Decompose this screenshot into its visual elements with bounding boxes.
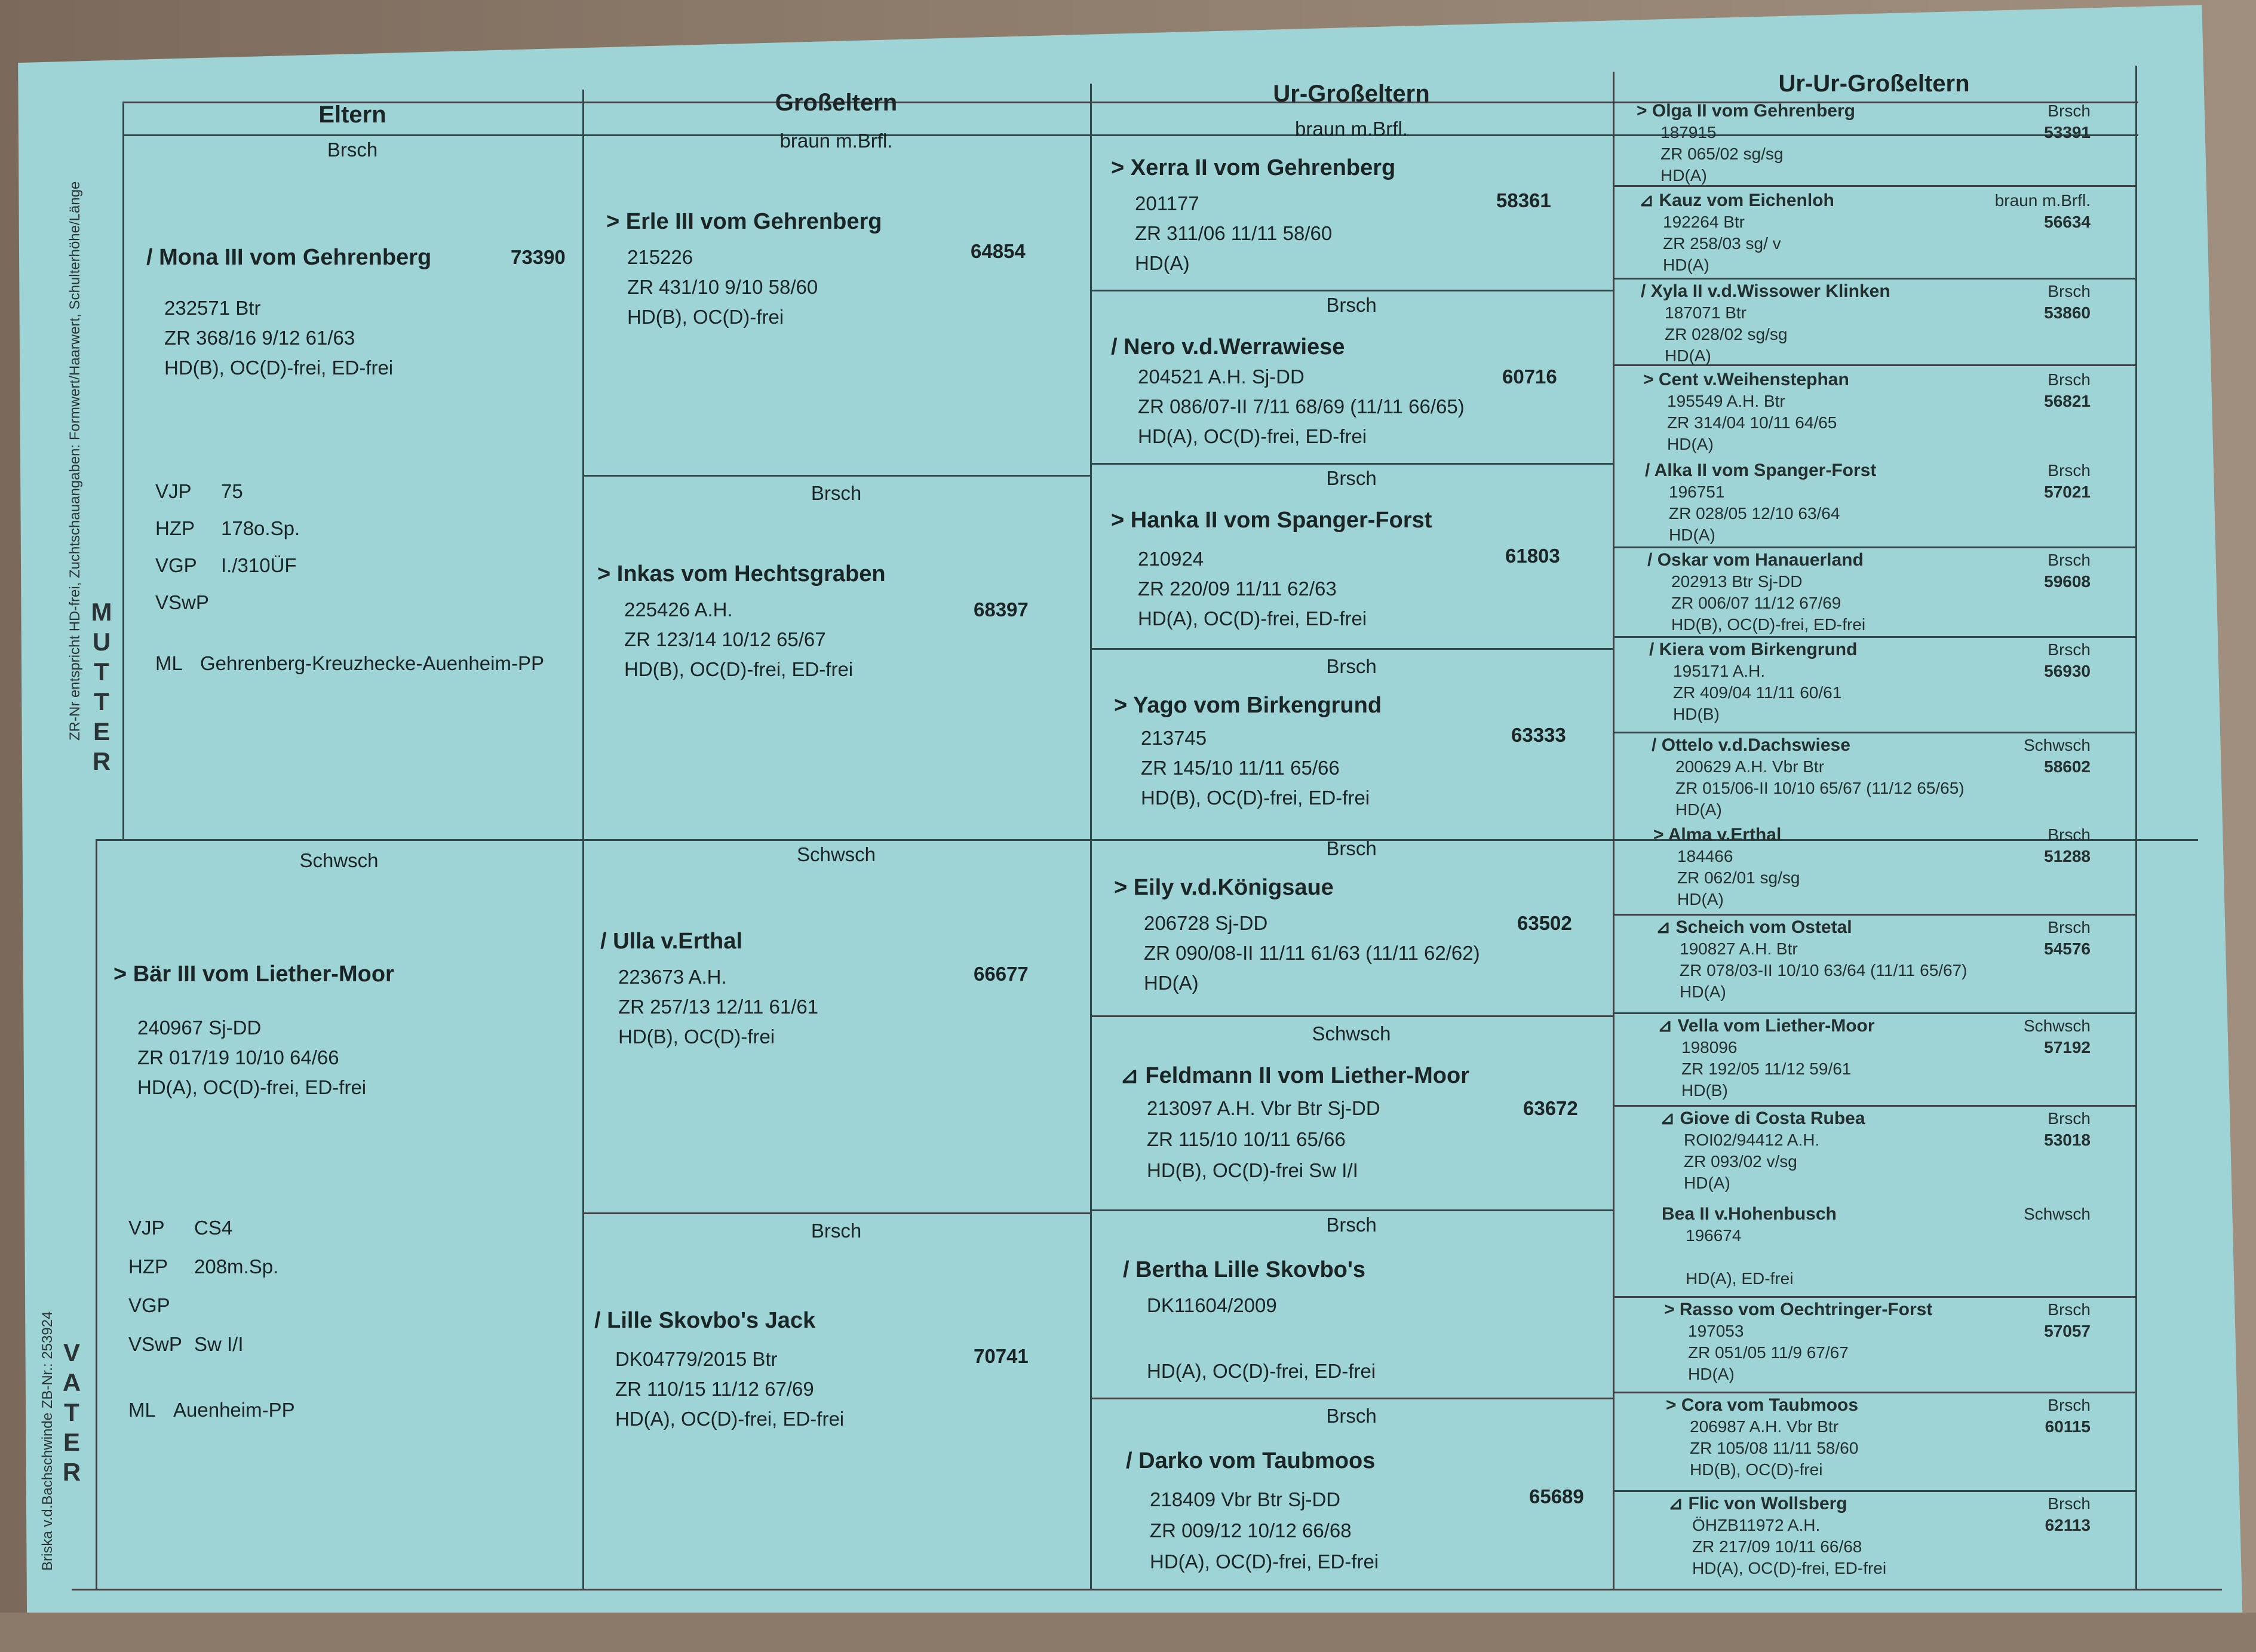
perf-value: 208m.Sp.	[194, 1255, 279, 1278]
reg-number: 65689	[1529, 1485, 1584, 1507]
color: Brsch	[2048, 461, 2091, 480]
great-great-grandparent-16	[1656, 1493, 2132, 1583]
color: Schwsch	[2023, 1017, 2091, 1035]
color: Brsch	[2048, 825, 2091, 844]
name: Xerra II vom Gehrenberg	[1130, 155, 1396, 180]
line: HD(A), OC(D)-frei, ED-frei	[1147, 1360, 1376, 1382]
color: Brsch	[2048, 1109, 2091, 1128]
name: Olga II vom Gehrenberg	[1652, 101, 1855, 121]
reg-number: 51288	[2044, 847, 2091, 865]
line: ZR 431/10 9/10 58/60	[627, 276, 818, 298]
color: Brsch	[2048, 1300, 2091, 1319]
name: Eily v.d.Königsaue	[1133, 875, 1334, 900]
perf-label: VSwP	[128, 1333, 182, 1355]
great-grandparent-3	[1090, 463, 1613, 648]
color: Brsch	[1326, 1214, 1377, 1236]
grandparent-3	[582, 839, 1090, 1212]
mark: >	[1653, 825, 1664, 845]
reg-number: 66677	[974, 963, 1029, 985]
name: Lille Skovbo's Jack	[607, 1308, 816, 1333]
great-great-grandparent-6	[1635, 549, 2132, 639]
color: Brsch	[1326, 837, 1377, 859]
reg-number: 58361	[1496, 189, 1551, 211]
grid-ggp-line-5	[1090, 1015, 1613, 1017]
color: Brsch	[811, 482, 862, 504]
perf-value: I./310ÜF	[221, 554, 297, 576]
line: ZR 110/15 11/12 67/69	[615, 1378, 814, 1400]
name: Cent v.Weihenstephan	[1658, 370, 1849, 389]
color: Brsch	[1326, 294, 1377, 316]
reg-number: 57057	[2044, 1322, 2091, 1340]
line: ÖHZB11972 A.H.	[1692, 1516, 1821, 1534]
line: ZR 062/01 sg/sg	[1677, 868, 1800, 887]
line: 213097 A.H. Vbr Btr Sj-DD	[1147, 1097, 1380, 1119]
line: ZR 078/03-II 10/10 63/64 (11/11 65/67)	[1680, 961, 1968, 979]
color: Brsch	[2048, 102, 2091, 120]
mark: >	[1114, 693, 1128, 718]
great-grandparent-6	[1090, 1018, 1613, 1209]
line: 187071 Btr	[1665, 303, 1747, 322]
line: 223673 A.H.	[618, 966, 727, 988]
reg-number: 53860	[2044, 303, 2091, 322]
great-great-grandparent-10	[1644, 917, 2132, 1006]
line: HD(B), OC(D)-frei	[627, 306, 784, 328]
line: ZR 258/03 sg/ v	[1663, 234, 1781, 253]
reg-number: 68397	[974, 598, 1029, 621]
great-grandparent-2	[1090, 290, 1613, 463]
line: 206728 Sj-DD	[1144, 912, 1268, 934]
line: 184466	[1677, 847, 1733, 865]
line: 195171 A.H.	[1673, 662, 1766, 680]
mark: ⊿	[1668, 1494, 1684, 1513]
line: HD(A)	[1667, 435, 1714, 453]
line: 232571 Btr	[164, 297, 261, 319]
reg-number: 64854	[971, 240, 1026, 262]
mark: /	[1111, 334, 1118, 360]
mark: >	[597, 561, 611, 587]
side-note-top: ZR-Nr entspricht HD-frei, Zuchtschauangaben: Formwert/Haarwert, Schulterhöhe/Länge	[67, 181, 83, 741]
mark: >	[1643, 370, 1654, 389]
line: HD(B), OC(D)-frei, ED-frei	[164, 357, 394, 379]
name: Kauz vom Eichenloh	[1659, 191, 1834, 210]
line: HD(A), OC(D)-frei, ED-frei	[1150, 1550, 1379, 1573]
father-label: VATER	[62, 1338, 81, 1486]
mark: >	[1111, 155, 1125, 180]
color: Schwsch	[299, 849, 379, 871]
mark: >	[1114, 875, 1128, 900]
line: ZR 123/14 10/12 65/67	[624, 628, 826, 650]
great-great-grandparent-9	[1641, 824, 2132, 914]
mark: /	[1641, 281, 1646, 301]
mark: /	[600, 929, 607, 954]
ml-value: Auenheim-PP	[173, 1399, 295, 1421]
line: 213745	[1141, 727, 1207, 749]
line: HD(A), OC(D)-frei, ED-frei	[1692, 1559, 1887, 1577]
line: ZR 311/06 11/11 58/60	[1135, 222, 1333, 244]
name: Ottelo v.d.Dachswiese	[1661, 735, 1850, 755]
line: 192264 Btr	[1663, 213, 1745, 231]
line: ZR 105/08 11/11 58/60	[1690, 1439, 1859, 1457]
line: ZR 009/12 10/12 66/68	[1150, 1519, 1352, 1542]
grid-right-line	[2135, 66, 2137, 1589]
color: Brsch	[2048, 1396, 2091, 1414]
line: ZR 051/05 11/9 67/67	[1688, 1343, 1849, 1362]
color: Brsch	[2048, 918, 2091, 936]
line: 202913 Btr Sj-DD	[1671, 572, 1803, 591]
mark: /	[1123, 1257, 1129, 1282]
line: HD(A)	[1677, 890, 1724, 908]
color: Brsch	[811, 1220, 862, 1242]
grid-gggp-line-10	[1613, 1012, 2135, 1014]
line: ZR 257/13 12/11 61/61	[618, 996, 819, 1018]
reg-number: 53018	[2044, 1131, 2091, 1149]
great-great-grandparent-4	[1631, 369, 2132, 459]
mark: /	[1126, 1448, 1132, 1473]
reg-number: 60716	[1502, 366, 1557, 388]
mother-label: MUTTER	[91, 598, 112, 775]
line: 206987 A.H. Vbr Btr	[1690, 1417, 1839, 1436]
color: Brsch	[2048, 282, 2091, 300]
line: ZR 368/16 9/12 61/63	[164, 327, 355, 349]
perf-label: VJP	[155, 480, 192, 502]
line: HD(A)	[1684, 1174, 1730, 1192]
name: Mona III vom Gehrenberg	[159, 245, 432, 270]
grid-gggp-line-15	[1613, 1490, 2135, 1492]
header-grandparents: Großeltern	[775, 90, 898, 116]
ml-label: ML	[155, 652, 183, 674]
color: Brsch	[1326, 655, 1377, 677]
great-great-grandparent-8	[1640, 735, 2132, 824]
line: HD(B), OC(D)-frei, ED-frei	[1671, 615, 1866, 634]
mark: >	[113, 962, 127, 987]
line: HD(B), OC(D)-frei, ED-frei	[1141, 787, 1370, 809]
name: Darko vom Taubmoos	[1138, 1448, 1376, 1473]
line: 204521 A.H. Sj-DD	[1138, 366, 1305, 388]
name: Kiera vom Birkengrund	[1659, 640, 1858, 659]
mark: ⊿	[1656, 917, 1671, 937]
mark: /	[1649, 640, 1655, 659]
perf-label: VGP	[128, 1294, 170, 1316]
line: 215226	[627, 246, 693, 268]
grid-bottom-line	[72, 1589, 2222, 1590]
mark: >	[606, 209, 620, 234]
line: ZR 093/02 v/sg	[1684, 1152, 1797, 1171]
reg-number: 53391	[2044, 123, 2091, 142]
line: 225426 A.H.	[624, 598, 733, 621]
color: braun m.Brfl.	[1295, 118, 1408, 140]
perf-label: HZP	[155, 517, 195, 539]
great-grandparent-8	[1090, 1401, 1613, 1589]
line: HD(A)	[1669, 526, 1715, 544]
line: HD(A)	[1665, 346, 1711, 365]
ml-value: Gehrenberg-Kreuzhecke-Auenheim-PP	[200, 652, 544, 674]
name: Inkas vom Hechtsgraben	[616, 561, 886, 587]
reg-number: 62113	[2045, 1516, 2091, 1534]
line: HD(A), OC(D)-frei, ED-frei	[1138, 607, 1367, 630]
mark: ⊿	[1660, 1109, 1675, 1128]
mark: >	[1664, 1300, 1675, 1319]
mark: /	[1652, 735, 1657, 755]
reg-number: 63672	[1523, 1097, 1578, 1119]
line: 195549 A.H. Btr	[1667, 392, 1785, 410]
parent-mother	[122, 134, 582, 839]
name: Alka II vom Spanger-Forst	[1654, 460, 1877, 480]
grid-gggp-line-11	[1613, 1105, 2135, 1107]
color: Brsch	[2048, 640, 2091, 659]
line: HD(A), OC(D)-frei, ED-frei	[137, 1076, 367, 1098]
grandparent-1	[582, 125, 1090, 475]
mark: /	[594, 1308, 601, 1333]
great-great-grandparent-14	[1652, 1299, 2132, 1389]
great-great-grandparent-7	[1637, 639, 2132, 729]
line: 196751	[1669, 483, 1725, 501]
name: Bea II v.Hohenbusch	[1662, 1204, 1837, 1224]
name: Rasso vom Oechtringer-Forst	[1679, 1300, 1933, 1319]
reg-number: 57021	[2044, 483, 2091, 501]
great-great-grandparent-5	[1633, 460, 2132, 549]
name: Bertha Lille Skovbo's	[1135, 1257, 1366, 1282]
color: Brsch	[327, 139, 378, 161]
great-grandparent-7	[1090, 1209, 1613, 1398]
parent-father	[96, 839, 582, 1589]
mark: /	[146, 245, 153, 270]
perf-label: VSwP	[155, 591, 209, 613]
line: HD(B), OC(D)-frei	[618, 1025, 775, 1048]
grid-gggp-line-13	[1613, 1296, 2135, 1298]
grid-col3-line	[1613, 72, 1615, 1589]
header-parents: Eltern	[318, 102, 386, 128]
name: Cora vom Taubmoos	[1681, 1395, 1859, 1415]
grandparent-4	[582, 1212, 1090, 1589]
ml-label: ML	[128, 1399, 156, 1421]
mark: ⊿	[1658, 1016, 1673, 1036]
line: ZR 192/05 11/12 59/61	[1681, 1060, 1852, 1078]
line: 198096	[1681, 1038, 1738, 1057]
perf-label: HZP	[128, 1255, 168, 1278]
line: HD(B)	[1673, 705, 1720, 723]
grid-gggp-line-14	[1613, 1392, 2135, 1393]
perf-value: 75	[221, 480, 243, 502]
great-great-grandparent-2	[1627, 190, 2132, 280]
name: Feldmann II vom Liether-Moor	[1145, 1063, 1470, 1088]
grid-ggp-line-7	[1090, 1398, 1613, 1399]
grid-gggp-line-7	[1613, 732, 2135, 733]
line: ZR 409/04 11/11 60/61	[1673, 683, 1842, 702]
great-great-grandparent-11	[1646, 1015, 2132, 1105]
line: ZR 145/10 11/11 65/66	[1141, 757, 1340, 779]
mark: >	[1111, 508, 1125, 533]
line: 218409 Vbr Btr Sj-DD	[1150, 1488, 1341, 1510]
name: Giove di Costa Rubea	[1680, 1109, 1865, 1128]
reg-number: 56821	[2044, 392, 2091, 410]
header-great-great-grandparents: Ur-Ur-Großeltern	[1778, 70, 1970, 97]
line: HD(B), OC(D)-frei, ED-frei	[624, 658, 854, 680]
line: 197053	[1688, 1322, 1744, 1340]
perf-value: 178o.Sp.	[221, 517, 300, 539]
color: Schwsch	[2023, 736, 2091, 754]
great-great-grandparent-13	[1650, 1203, 2132, 1293]
line: HD(A)	[1660, 166, 1707, 185]
name: Vella vom Liether-Moor	[1677, 1016, 1875, 1036]
great-great-grandparent-15	[1654, 1395, 2132, 1484]
name: Oskar vom Hanauerland	[1657, 550, 1864, 570]
side-note-bottom: Briska v.d.Bachschwinde ZB-Nr.: 253924	[39, 1311, 56, 1571]
line: HD(B)	[1681, 1081, 1728, 1100]
mark: >	[1637, 101, 1647, 121]
reg-number: 63333	[1511, 724, 1566, 746]
mark: ⊿	[1639, 191, 1655, 210]
line: 240967 Sj-DD	[137, 1017, 262, 1039]
great-great-grandparent-12	[1648, 1108, 2132, 1197]
color: Brsch	[2048, 551, 2091, 569]
reg-number: 54576	[2044, 939, 2091, 958]
line: 210924	[1138, 548, 1204, 570]
line: ZR 028/02 sg/sg	[1665, 325, 1788, 343]
line: HD(B), OC(D)-frei	[1690, 1460, 1823, 1479]
line: 196674	[1686, 1226, 1742, 1245]
line: 187915	[1660, 123, 1717, 142]
line: HD(A)	[1680, 982, 1726, 1001]
reg-number: 57192	[2044, 1038, 2091, 1057]
name: Ulla v.Erthal	[613, 929, 742, 954]
name: Erle III vom Gehrenberg	[625, 209, 882, 234]
line: HD(A)	[1663, 256, 1709, 274]
name: Bär III vom Liether-Moor	[133, 962, 394, 987]
color: Schwsch	[1312, 1022, 1391, 1045]
color: Schwsch	[796, 843, 876, 865]
line: DK04779/2015 Btr	[615, 1348, 778, 1370]
name: Yago vom Birkengrund	[1133, 693, 1382, 718]
header-great-grandparents: Ur-Großeltern	[1273, 81, 1430, 107]
line: ZR 314/04 10/11 64/65	[1667, 413, 1837, 432]
line: ZR 086/07-II 7/11 68/69 (11/11 66/65)	[1138, 395, 1465, 417]
great-great-grandparent-3	[1629, 281, 2132, 370]
line: HD(A)	[1135, 252, 1190, 274]
great-great-grandparent-1	[1625, 100, 2132, 190]
reg-number: 56930	[2044, 662, 2091, 680]
name: Scheich vom Ostetal	[1675, 917, 1852, 937]
line: HD(A), ED-frei	[1686, 1269, 1794, 1288]
perf-label: VGP	[155, 554, 197, 576]
line: HD(B), OC(D)-frei Sw I/I	[1147, 1159, 1358, 1181]
grid-gggp-line-9	[1613, 914, 2135, 916]
perf-value: CS4	[194, 1217, 233, 1239]
great-grandparent-4	[1090, 648, 1613, 839]
line: ZR 217/09 10/11 66/68	[1692, 1537, 1862, 1556]
line: ZR 015/06-II 10/10 65/67 (11/12 65/65)	[1675, 779, 1965, 797]
color: braun m.Brfl.	[779, 130, 893, 152]
reg-number: 63502	[1517, 912, 1572, 934]
name: Xyla II v.d.Wissower Klinken	[1650, 281, 1890, 301]
line: 190827 A.H. Btr	[1680, 939, 1798, 958]
line: ZR 220/09 11/11 62/63	[1138, 578, 1337, 600]
reg-number: 70741	[974, 1345, 1029, 1367]
line: ZR 065/02 sg/sg	[1660, 145, 1784, 163]
great-grandparent-5	[1090, 833, 1613, 1015]
line: HD(A)	[1688, 1365, 1735, 1383]
color: braun m.Brfl.	[1994, 191, 2091, 210]
line: 201177	[1135, 192, 1199, 214]
color: Brsch	[2048, 370, 2091, 389]
line: ZR 017/19 10/10 64/66	[137, 1046, 339, 1068]
line: HD(A)	[1675, 800, 1722, 819]
line: ZR 115/10 10/11 65/66	[1147, 1128, 1346, 1150]
line: ZR 006/07 11/12 67/69	[1671, 594, 1841, 612]
perf-value: Sw I/I	[194, 1333, 244, 1355]
line: ZR 090/08-II 11/11 61/63 (11/11 62/62)	[1144, 942, 1480, 964]
name: Nero v.d.Werrawiese	[1124, 334, 1345, 360]
line: 200629 A.H. Vbr Btr	[1675, 757, 1825, 776]
reg-number: 61803	[1505, 545, 1560, 567]
color: Brsch	[1326, 1405, 1377, 1427]
color: Schwsch	[2023, 1205, 2091, 1223]
line: HD(A)	[1144, 972, 1199, 994]
name: Alma v.Erthal	[1668, 825, 1782, 845]
line: HD(A), OC(D)-frei, ED-frei	[615, 1408, 845, 1430]
reg-number: 58602	[2044, 757, 2091, 776]
name: Flic von Wollsberg	[1688, 1494, 1847, 1513]
line: DK11604/2009	[1147, 1294, 1277, 1316]
reg-number: 60115	[2045, 1417, 2091, 1436]
table-background	[0, 1613, 2256, 1652]
mark: /	[1647, 550, 1653, 570]
line: HD(A), OC(D)-frei, ED-frei	[1138, 425, 1367, 447]
perf-label: VJP	[128, 1217, 165, 1239]
color: Brsch	[2048, 1494, 2091, 1513]
line: ROI02/94412 A.H.	[1684, 1131, 1820, 1149]
line: ZR 028/05 12/10 63/64	[1669, 504, 1840, 523]
reg-number: 56634	[2044, 213, 2091, 231]
grandparent-2	[582, 475, 1090, 839]
mark: /	[1645, 460, 1650, 480]
color: Brsch	[1326, 467, 1377, 489]
mark: >	[1666, 1395, 1677, 1415]
name: Hanka II vom Spanger-Forst	[1130, 508, 1432, 533]
great-grandparent-1	[1090, 113, 1613, 290]
reg-number: 59608	[2044, 572, 2091, 591]
reg-number: 73390	[511, 246, 566, 268]
mark: ⊿	[1120, 1063, 1139, 1088]
